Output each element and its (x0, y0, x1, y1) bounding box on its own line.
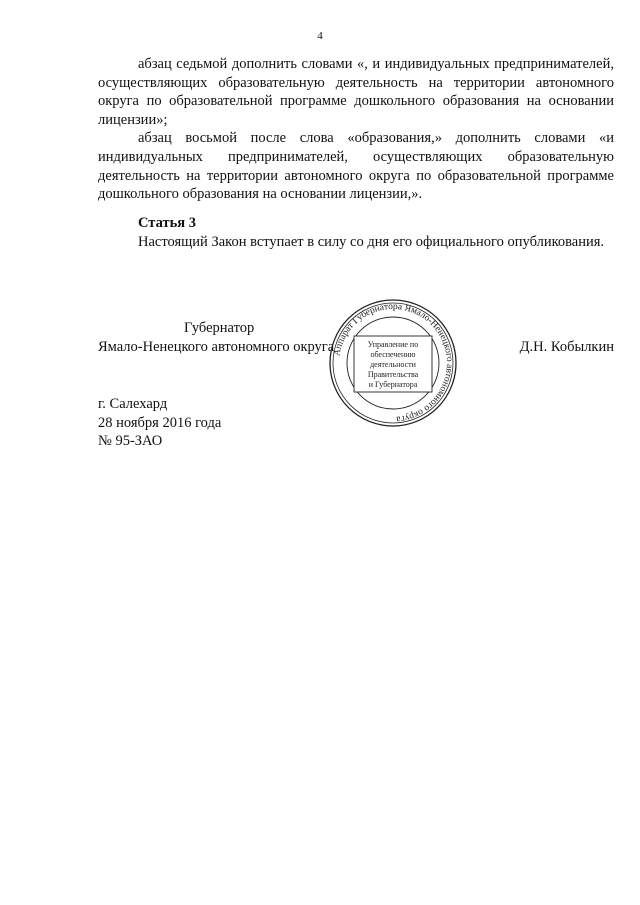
seal-line: Управление по (367, 340, 419, 349)
seal-ring-text: Аппарат Губернатора Ямало-Ненецкого автономного округа (332, 301, 455, 424)
paragraph-seventh: абзац седьмой дополнить словами «, и индивидуальных предпринимателей, осуществляющих образовательную деятельность на территории автономного округа по образовательной программе дошкольного образования на основании лицензии»; (98, 56, 614, 128)
paragraph-eighth: абзац восьмой после слова «образования,» дополнить словами «и индивидуальных предпринимателей, осуществляющих образовательную деятельность на территории автономного округа по образовательной программе дошкольного образования на основании лицензии,». (98, 130, 614, 203)
law-number: № 95-ЗАО (98, 433, 163, 450)
signature-title: Губернатор (184, 320, 255, 336)
signature-region: Ямало-Ненецкого автономного округа (98, 339, 335, 355)
seal-line: обеспечению (370, 350, 416, 359)
article-heading: Статья 3 (138, 215, 196, 231)
article-text: Настоящий Закон вступает в силу со дня его официального опубликования. (138, 234, 605, 250)
amendment-text (98, 55, 614, 204)
seal-line: Правительства (367, 370, 419, 379)
seal-line: деятельности (370, 360, 416, 369)
city: г. Салехард (98, 396, 168, 412)
place-date-block (98, 395, 221, 451)
page-number: 4 (317, 30, 323, 42)
signature-name: Д.Н. Кобылкин (519, 339, 614, 355)
date: 28 ноября 2016 года (98, 414, 222, 431)
seal-line: и Губернатора (368, 380, 418, 389)
official-seal-icon (328, 298, 458, 428)
